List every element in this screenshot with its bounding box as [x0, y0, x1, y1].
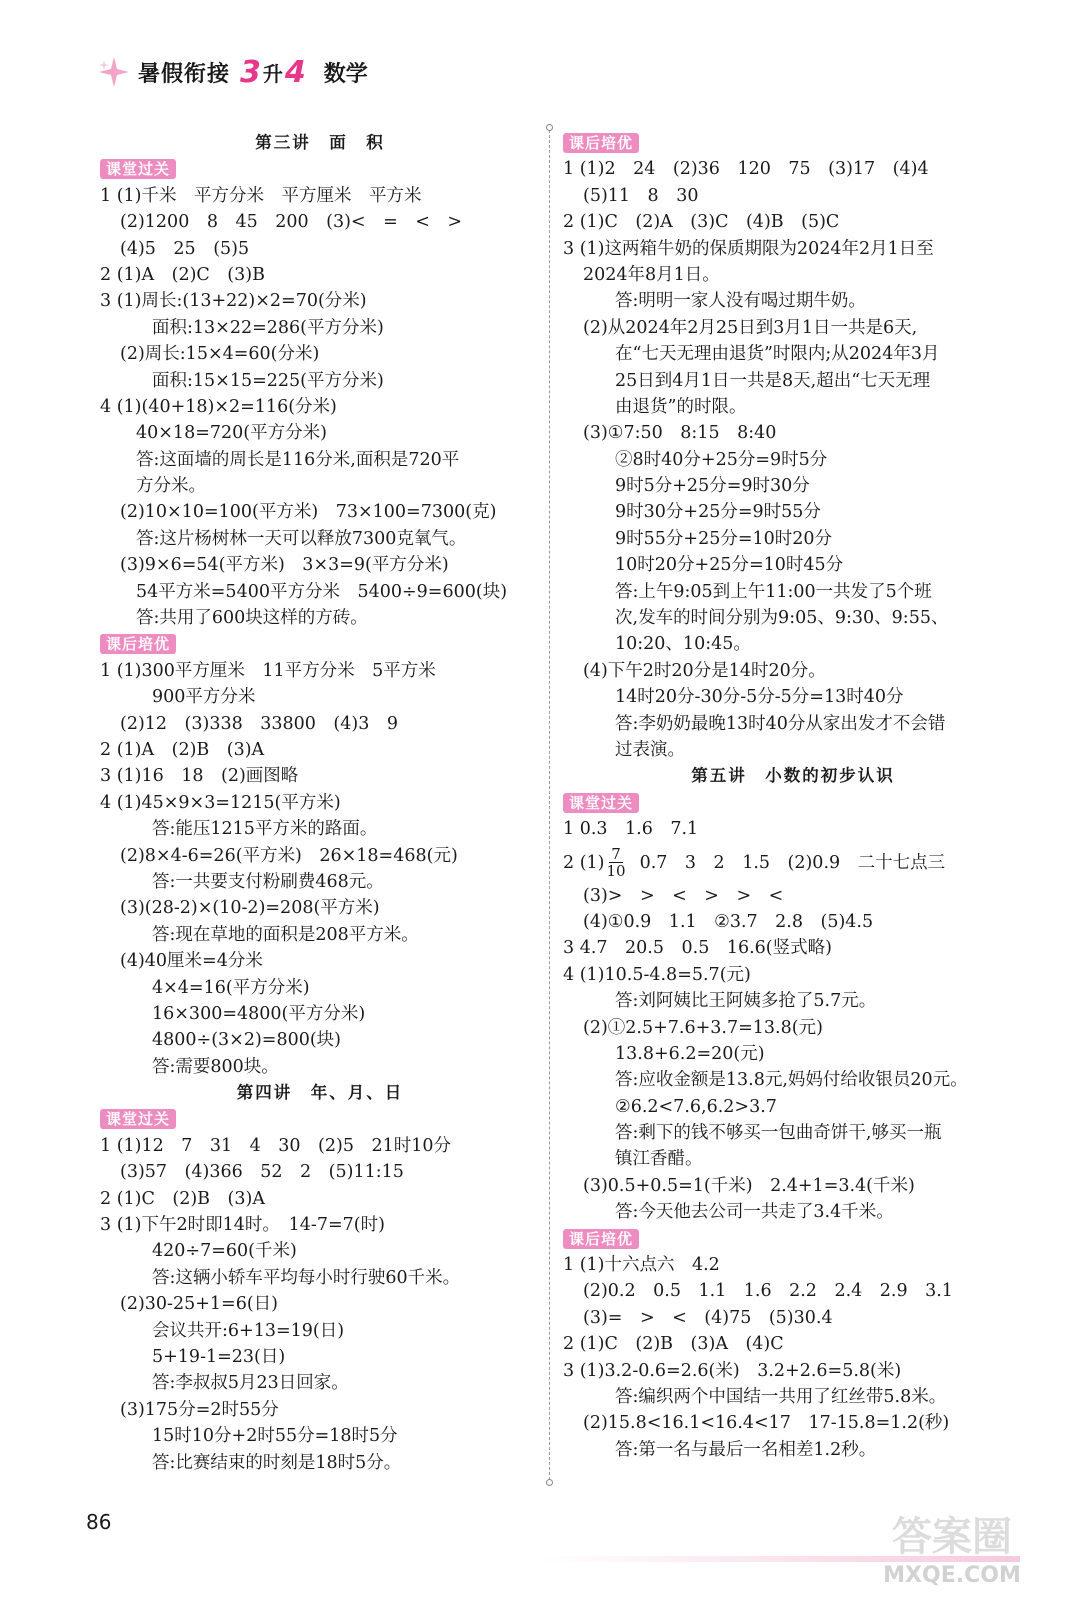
answer-line: 答:编织两个中国结一共用了红丝带5.8米。 — [615, 1386, 947, 1407]
grade-arrow-text: 升 — [262, 61, 283, 86]
answer-line: 16×300=4800(平方分米) — [152, 1003, 366, 1024]
answer-line: 答:李叔叔5月23日回家。 — [152, 1373, 349, 1394]
page-header — [96, 52, 368, 92]
answer-line: 1 (1)300平方厘米 11平方分米 5平方米 — [100, 660, 436, 681]
answer-line: 9时5分+25分=9时30分 — [615, 476, 810, 497]
answer-line: 方分米。 — [136, 476, 206, 497]
grade-from: 3 — [240, 54, 261, 90]
answer-line: 答:一共要支付粉刷费468元。 — [152, 871, 384, 892]
svg-text:答案圈: 答案圈 — [892, 1514, 1012, 1560]
answer-line: (3)57 (4)366 52 2 (5)11:15 — [120, 1162, 404, 1183]
answer-line: ②6.2<7.6,6.2>3.7 — [615, 1096, 777, 1117]
answer-line: 2 (1)A (2)C (3)B — [100, 264, 265, 285]
answer-rest: 0.7 3 2 1.5 (2)0.9 二十七点三 — [639, 852, 946, 873]
section-tag-row — [100, 1106, 540, 1132]
answer-line: 4 (1)10.5-4.8=5.7(元) — [563, 964, 751, 985]
answer-line: 答:这辆小轿车平均每小时行驶60千米。 — [152, 1267, 461, 1288]
answer-line: 5+19-1=23(日) — [152, 1346, 286, 1367]
answer-line: 1 (1)千米 平方分米 平方厘米 平方米 — [100, 185, 422, 206]
answer-line: 3 4.7 20.5 0.5 16.6(竖式略) — [563, 938, 832, 959]
answer-line: 由退货”的时限。 — [615, 396, 747, 417]
grade-to: 4 — [284, 54, 306, 90]
answer-line: (3)9×6=54(平方米) 3×3=9(平方分米) — [120, 555, 449, 576]
answer-line: (2)从2024年2月25日到3月1日一共是6天, — [583, 317, 918, 338]
answer-line: 在“七天无理由退货”时限内;从2024年3月 — [615, 344, 940, 365]
answer-prefix: 2 (1) — [563, 852, 605, 873]
answer-line: 10时20分+25分=10时45分 — [615, 555, 844, 576]
answer-line: (4)5 25 (5)5 — [120, 238, 250, 259]
section-tag: 课后培优 — [100, 634, 176, 654]
subject-title: 数学 — [323, 61, 368, 87]
answer-line: (2)12 (3)338 33800 (4)3 9 — [120, 713, 398, 734]
answer-line: (3)> > < > > < — [583, 885, 784, 906]
answer-line: (2)30-25+1=6(日) — [120, 1294, 278, 1315]
answer-line: (2)10×10=100(平方米) 73×100=7300(克) — [120, 502, 497, 523]
section-tag: 课堂过关 — [563, 793, 639, 813]
answer-line: (4)40厘米=4分米 — [120, 951, 263, 972]
answer-line: (4)①0.9 1.1 ②3.7 2.8 (5)4.5 — [583, 911, 874, 932]
section-tag-row — [100, 156, 540, 182]
answer-line — [563, 843, 1023, 883]
watermark-logo — [872, 1500, 1032, 1590]
answer-line: 900平方分米 — [152, 687, 256, 708]
section-heading: 第三讲 面 积 — [255, 133, 385, 152]
answer-line: 3 (1)这两箱牛奶的保质期限为2024年2月1日至 — [563, 238, 934, 259]
answer-line: 答:刘阿姨比王阿姨多抢了5.7元。 — [615, 991, 877, 1012]
section-tag: 课堂过关 — [100, 1109, 176, 1129]
answer-line: 1 (1)2 24 (2)36 120 75 (3)17 (4)4 — [563, 159, 929, 180]
section-heading: 第四讲 年、月、日 — [236, 1083, 404, 1103]
answer-line: 答:李奶奶最晚13时40分从家出发才不会错 — [615, 713, 946, 734]
answer-line: 10:20、10:45。 — [615, 634, 751, 655]
answer-line: ②8时40分+25分=9时5分 — [615, 449, 828, 470]
section-heading: 第五讲 小数的初步认识 — [691, 766, 895, 786]
answer-line: 答:比赛结束的时刻是18时5分。 — [152, 1452, 402, 1473]
answer-line: 1 (1)12 7 31 4 30 (2)5 21时10分 — [100, 1135, 452, 1156]
section-tag: 课后培优 — [563, 133, 639, 153]
answer-line: 2 (1)C (2)B (3)A — [100, 1188, 265, 1209]
answer-line: (4)下午2时20分是14时20分。 — [583, 660, 826, 681]
answer-line: 13.8+6.2=20(元) — [615, 1043, 765, 1064]
answer-line: 4 (1)(40+18)×2=116(分米) — [100, 396, 337, 417]
answer-line: 4×4=16(平方分米) — [152, 977, 310, 998]
answer-line: 3 (1)下午2时即14时。 14-7=7(时) — [100, 1215, 385, 1236]
answer-line: 40×18=720(平方分米) — [136, 423, 327, 444]
answer-line: 次,发车的时间分别为9:05、9:30、9:55、 — [615, 608, 949, 629]
answer-line: 会议共开:6+13=19(日) — [152, 1320, 345, 1341]
section-tag-row — [563, 1226, 1023, 1252]
answer-line: 4 (1)45×9×3=1215(平方米) — [100, 792, 341, 813]
answer-line: (3)(28-2)×(10-2)=208(平方米) — [120, 898, 380, 919]
answer-line: 答:这片杨树林一天可以释放7300克氧气。 — [136, 528, 467, 549]
fraction — [607, 846, 626, 879]
section-tag: 课后培优 — [563, 1229, 639, 1249]
series-title: 暑假衔接 — [138, 61, 231, 87]
sparkle-star-icon — [96, 54, 132, 90]
answer-line: 54平方米=5400平方分米 5400÷9=600(块) — [136, 581, 508, 602]
answer-line: 420÷7=60(千米) — [152, 1241, 297, 1262]
column-divider — [549, 130, 550, 1480]
answer-line: 2 (1)C (2)A (3)C (4)B (5)C — [563, 212, 840, 233]
answer-line: 1 (1)十六点六 4.2 — [563, 1255, 720, 1276]
answer-line: 3 (1)3.2-0.6=2.6(米) 3.2+2.6=5.8(米) — [563, 1360, 902, 1381]
section-tag: 课堂过关 — [100, 159, 176, 179]
answer-line: (2)0.2 0.5 1.1 1.6 2.2 2.4 2.9 3.1 — [583, 1281, 953, 1302]
answer-line: 答:这面墙的周长是116分米,面积是720平 — [136, 449, 460, 470]
answer-line: (2)周长:15×4=60(分米) — [120, 344, 320, 365]
answer-line: (3)0.5+0.5=1(千米) 2.4+1=3.4(千米) — [583, 1175, 915, 1196]
answer-line: 答:现在草地的面积是208平方米。 — [152, 924, 419, 945]
answer-line: (5)11 8 30 — [583, 185, 699, 206]
answer-line: (2)8×4-6=26(平方米) 26×18=468(元) — [120, 845, 458, 866]
answer-line: 15时10分+2时55分=18时5分 — [152, 1426, 398, 1447]
answer-line: 答:需要800块。 — [152, 1056, 279, 1077]
answer-line: 25日到4月1日一共是8天,超出“七天无理 — [615, 370, 931, 391]
answer-line: 过表演。 — [615, 739, 685, 760]
answer-line: (2)1200 8 45 200 (3)< = < > — [120, 212, 463, 233]
answer-line: 答:第一名与最后一名相差1.2秒。 — [615, 1439, 877, 1460]
section-tag-row — [563, 130, 1023, 156]
fraction-numerator: 7 — [611, 845, 621, 864]
right-column — [563, 130, 1023, 1463]
answer-line: (3)= > < (4)75 (5)30.4 — [583, 1307, 833, 1328]
answer-line: 3 (1)周长:(13+22)×2=70(分米) — [100, 291, 367, 312]
answer-line: (2)15.8<16.1<16.4<17 17-15.8=1.2(秒) — [583, 1413, 950, 1434]
answer-line: 答:应收金额是13.8元,妈妈付给收银员20元。 — [615, 1070, 968, 1091]
answer-line: 4800÷(3×2)=800(块) — [152, 1030, 342, 1051]
page-number: 86 — [86, 1510, 112, 1534]
answer-line: 9时30分+25分=9时55分 — [615, 502, 821, 523]
answer-line: (3)①7:50 8:15 8:40 — [583, 423, 777, 444]
answer-line: 3 (1)16 18 (2)画图略 — [100, 766, 299, 787]
answer-line: 2024年8月1日。 — [583, 264, 720, 285]
answer-line: 面积:15×15=225(平方分米) — [152, 370, 384, 391]
answer-line: 面积:13×22=286(平方分米) — [152, 317, 384, 338]
answer-line: 答:今天他去公司一共走了3.4千米。 — [615, 1202, 894, 1223]
answer-line: 镇江香醋。 — [615, 1149, 703, 1170]
answer-line: 答:能压1215平方米的路面。 — [152, 819, 378, 840]
fraction-denominator: 10 — [606, 862, 626, 881]
answer-line: 2 (1)A (2)B (3)A — [100, 739, 265, 760]
answer-line: (2)①2.5+7.6+3.7=13.8(元) — [583, 1017, 823, 1038]
answer-line: 答:上午9:05到上午11:00一共发了5个班 — [615, 581, 932, 602]
answer-line: (3)175分=2时55分 — [120, 1399, 279, 1420]
left-column — [100, 130, 540, 1476]
answer-line: 1 0.3 1.6 7.1 — [563, 819, 699, 840]
answer-line: 9时55分+25分=10时20分 — [615, 528, 833, 549]
section-tag-row — [563, 790, 1023, 816]
answer-line: 14时20分-30分-5分-5分=13时40分 — [615, 687, 904, 708]
answer-line: 答:共用了600块这样的方砖。 — [136, 608, 368, 629]
answer-line: 2 (1)C (2)B (3)A (4)C — [563, 1334, 784, 1355]
section-tag-row — [100, 631, 540, 657]
answer-line: 答:剩下的钱不够买一包曲奇饼干,够买一瓶 — [615, 1123, 942, 1144]
answer-line: 答:明明一家人没有喝过期牛奶。 — [615, 291, 866, 312]
svg-text:MXQE.COM: MXQE.COM — [883, 1563, 1021, 1588]
